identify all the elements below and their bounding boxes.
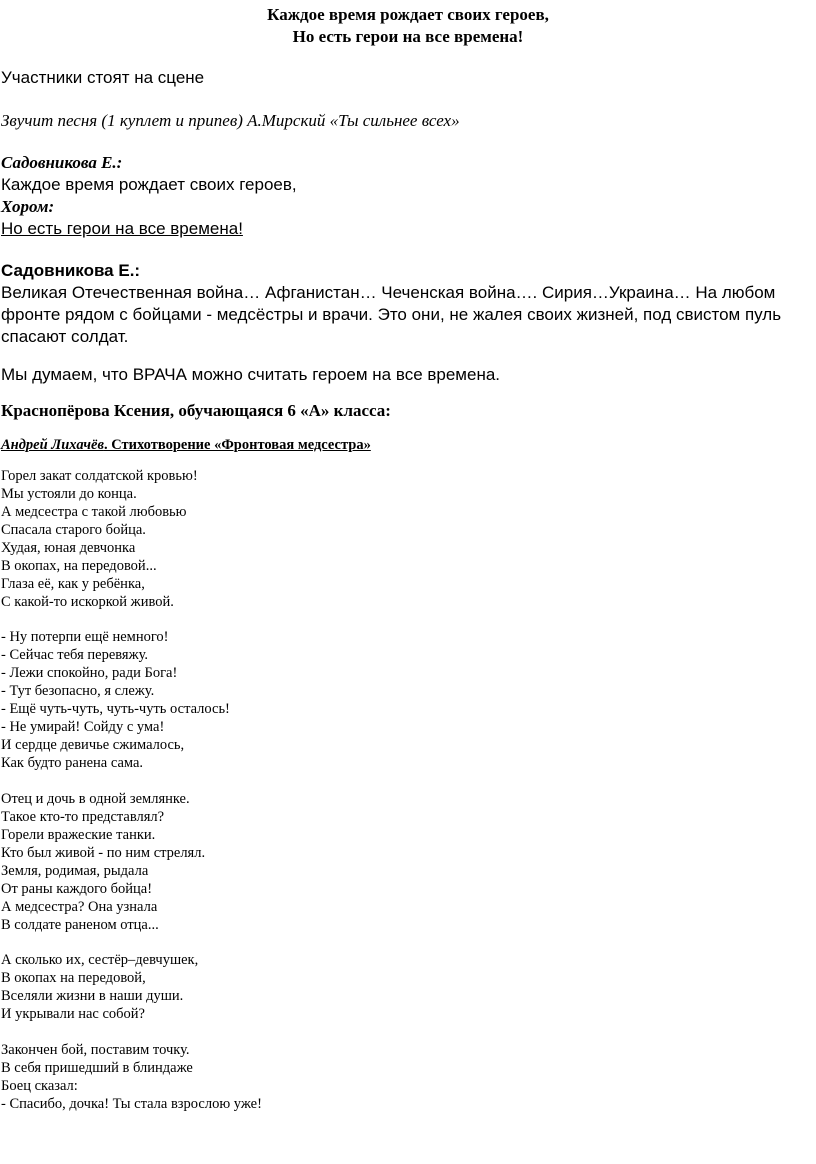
poem-line: - Ещё чуть-чуть, чуть-чуть осталось! — [1, 701, 230, 717]
poem-line: Вселяли жизни в наши души. — [1, 988, 184, 1004]
poem-line: Горел закат солдатской кровью! — [1, 468, 198, 484]
poem-line: Такое кто-то представлял? — [1, 809, 165, 825]
title-line-1: Каждое время рождает своих героев, — [267, 5, 549, 24]
poem-line: Горели вражеские танки. — [1, 827, 156, 843]
doctor-line: Мы думаем, что ВРАЧА можно считать героем на все времена. — [1, 365, 501, 384]
line-chorus: Но есть герои на все времена! — [1, 219, 243, 238]
poem-line: - Не умирай! Сойду с ума! — [1, 719, 165, 735]
poem-line: - Тут безопасно, я слежу. — [1, 683, 155, 699]
poem-line: А медсестра с такой любовью — [1, 504, 187, 520]
poem-line: Отец и дочь в одной землянке. — [1, 791, 190, 807]
poem-line: В окопах на передовой, — [1, 970, 146, 986]
poem-line: Как будто ранена сама. — [1, 755, 144, 771]
war-paragraph: Великая Отечественная война… Афганистан… Чеченская война…. Сирия…Украина… На любом фронте рядом с бойцами - медсёстры и врачи. Это они, не жалея своих жизней, под свистом пуль спасают солдат. — [1, 283, 782, 346]
poem-line: В солдате раненом отца... — [1, 917, 159, 933]
speaker-sadovnikova-2: Садовникова Е.: — [1, 261, 141, 280]
poem-stanza-5 — [1, 1041, 701, 1113]
poem-line: - Лежи спокойно, ради Бога! — [1, 665, 178, 681]
poem-line: Боец сказал: — [1, 1078, 78, 1094]
poem-line: И укрывали нас собой? — [1, 1006, 145, 1022]
poem-line: От раны каждого бойца! — [1, 881, 153, 897]
poem-line: В себя пришедший в блиндаже — [1, 1060, 193, 1076]
poem-line: Мы устояли до конца. — [1, 486, 137, 502]
title-line-2: Но есть герои на все времена! — [292, 27, 524, 46]
poem-title: . Стихотворение «Фронтовая медсестра» — [103, 437, 371, 453]
song-note: Звучит песня (1 куплет и припев) А.Мирский «Ты сильнее всех» — [1, 111, 460, 130]
poem-line: А сколько их, сестёр–девчушек, — [1, 952, 199, 968]
poem-line: И сердце девичье сжималось, — [1, 737, 185, 753]
poem-line: Глаза её, как у ребёнка, — [1, 576, 145, 592]
poem-line: Худая, юная девчонка — [1, 540, 136, 556]
poem-line: В окопах, на передовой... — [1, 558, 157, 574]
speaker-chorus: Хором: — [1, 197, 55, 216]
poem-credit — [1, 436, 371, 454]
poem-line: С какой-то искоркой живой. — [1, 594, 174, 610]
line-sadovnikova-1: Каждое время рождает своих героев, — [1, 175, 297, 194]
poem-line: А медсестра? Она узнала — [1, 899, 158, 915]
poem-line: - Сейчас тебя перевяжу. — [1, 647, 149, 663]
poem-stanza-3 — [1, 790, 701, 934]
poem-stanza-2 — [1, 628, 701, 772]
poem-stanza-1 — [1, 467, 701, 611]
poem-line: - Спасибо, дочка! Ты стала взрослою уже! — [1, 1096, 262, 1112]
poem-line: Кто был живой - по ним стрелял. — [1, 845, 206, 861]
stage-note: Участники стоят на сцене — [1, 68, 205, 87]
poem-line: Земля, родимая, рыдала — [1, 863, 149, 879]
poem-line: Закончен бой, поставим точку. — [1, 1042, 190, 1058]
poem-stanza-4 — [1, 951, 701, 1023]
speaker-sadovnikova-1: Садовникова Е.: — [1, 153, 123, 172]
reader-line: Краснопёрова Ксения, обучающаяся 6 «А» класса: — [1, 401, 391, 420]
poem-line: Спасала старого бойца. — [1, 522, 146, 538]
poem-line: - Ну потерпи ещё немного! — [1, 629, 169, 645]
poem-author: Андрей Лихачёв — [1, 437, 104, 453]
